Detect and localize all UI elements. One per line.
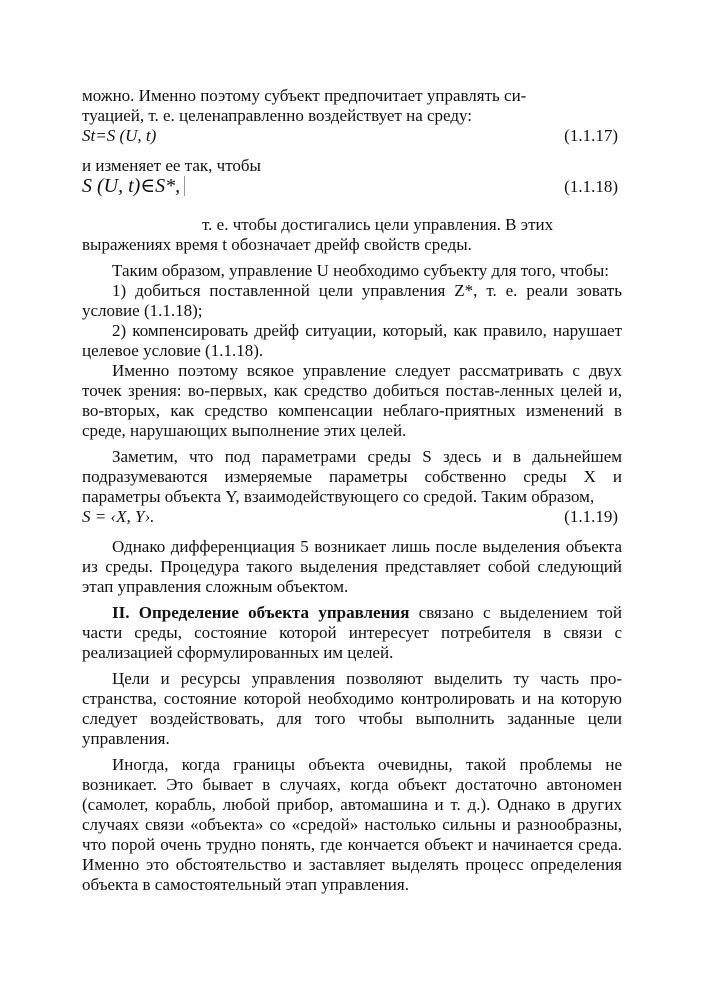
- formula-expression: S (U, t)∈S*,: [82, 175, 181, 197]
- line-5: выражениях время t обозначает дрейф свойств среды.: [82, 235, 472, 254]
- paragraph-goals-resources: Цели и ресурсы управления позволяют выделить ту часть про-странства, состояние которой необходимо контролировать и на которую следует воздействовать, для того чтобы выполнить заданные цели управления.: [82, 669, 622, 748]
- paragraph-situation: [82, 86, 622, 126]
- paragraph-two-views: Именно поэтому всякое управление следует рассматривать с двух точек зрения: во-первых, как средство добиться постав-ленных целей и, во-вторых, как средство компенсации неблаго-приятных изменений в среде, нарушающих выполнение этих целей.: [82, 361, 622, 440]
- list-item-1: 1) добиться поставленной цели управления Z*, т. е. реали зовать условие (1.1.18);: [82, 281, 622, 320]
- paragraph-section-2: [82, 603, 622, 663]
- document-page: [82, 86, 622, 895]
- paragraph-differentiation: Однако дифференциация 5 возникает лишь после выделения объекта из среды. Процедура такого выделения представляет собой следующий этап управления сложным объектом.: [82, 537, 622, 596]
- section-text: связано с выделением той части среды, состояние которой интересует потребителя в связи с реализацией сформулированных им целей.: [82, 603, 623, 662]
- line-1: можно. Именно поэтому субъект предпочитает управлять си-: [82, 86, 527, 105]
- line-2: туацией, т. е. целенаправленно воздействует на среду:: [82, 106, 473, 125]
- paragraph-boundaries: Иногда, когда границы объекта очевидны, такой проблемы не возникает. Это бывает в случаях, когда объект достаточно автономен (самолет, корабль, любой прибор, автомашина и т. д.). Однако в других случаях связи «объекта» со «средой» настолько сильны и разнообразны, что порой очень трудно понять, где кончается объект и начинается среда. Именно это обстоятельство и заставляет выделять процесс определения объекта в самостоятельный этап управления.: [82, 755, 622, 894]
- paragraph-goals-achieved: [82, 215, 622, 255]
- formula-expression: St=S (U, t): [82, 126, 157, 145]
- line-changes: и изменяет ее так, чтобы: [82, 156, 261, 175]
- formula-1-1-18: [82, 176, 622, 197]
- formula-number: (1.1.19): [564, 507, 618, 526]
- formula-1-1-17: [82, 126, 622, 146]
- formula-number: (1.1.18): [564, 177, 618, 196]
- formula-expression: S = ‹X, Y›.: [82, 507, 155, 526]
- paragraph-control-intro: Таким образом, управление U необходимо субъекту для того, чтобы:: [112, 261, 610, 280]
- paragraph-params: Заметим, что под параметрами среды S здесь и в дальнейшем подразумеваются измеряемые параметры собственно среды X и параметры объекта Y, взаимодействующего со средой. Таким образом,: [82, 447, 622, 506]
- formula-1-1-19: [82, 507, 622, 527]
- line-4: т. е. чтобы достигались цели управления. В этих: [202, 215, 554, 234]
- list-item-2: 2) компенсировать дрейф ситуации, который, как правило, нарушает целевое условие (1.1.18).: [82, 321, 622, 360]
- formula-expression-wrap: [82, 176, 185, 197]
- formula-number: (1.1.17): [564, 126, 618, 145]
- text-cursor: [184, 176, 185, 196]
- section-heading: II. Определение объекта управления: [112, 603, 410, 622]
